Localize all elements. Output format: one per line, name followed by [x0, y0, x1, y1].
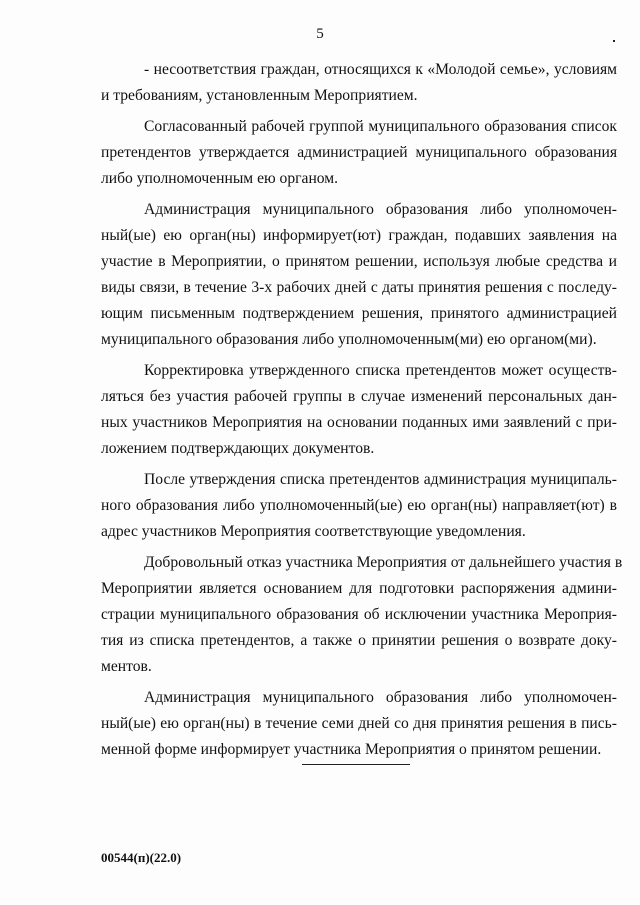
paragraph-notifications — [101, 467, 617, 545]
paragraph-written-decision — [101, 685, 617, 763]
separator-rule — [302, 764, 410, 765]
paragraph-approved-list — [101, 114, 617, 192]
paragraph-informing — [101, 197, 617, 353]
text-line: адрес участников Мероприятия соответствующие уведомления. — [101, 523, 526, 540]
text-line: либо уполномоченным ею органом. — [101, 170, 339, 187]
text-line: страции муниципального образования об исключении участника Мероприя- — [101, 606, 617, 623]
text-line: и требованиям, установленным Мероприятием. — [101, 87, 418, 104]
text-line: Согласованный рабочей группой муниципального образования список — [144, 118, 617, 135]
text-line: Администрация муниципального образования либо уполномочен- — [144, 689, 617, 706]
text-line: ных участников Мероприятия на основании поданных ими заявлений с при- — [101, 414, 617, 431]
text-line: ющим письменным подтверждением решения, принятого администрацией — [101, 305, 617, 322]
text-line: Корректировка утвержденного списка претендентов может осуществ- — [144, 362, 617, 379]
text-line: муниципального образования либо уполномоченным(ми) ею органом(ми). — [101, 331, 597, 348]
page-number: 5 — [316, 26, 324, 42]
text-line: претендентов утверждается администрацией муниципального образования — [101, 144, 617, 161]
text-line: ный(ые) ею орган(ны) информирует(ют) граждан, подавших заявления на — [101, 227, 617, 244]
text-line: Добровольный отказ участника Мероприятия от дальнейшего участия в — [144, 554, 623, 571]
paragraph-nonconformity — [101, 57, 617, 109]
paragraph-correction — [101, 358, 617, 462]
body-text — [101, 57, 623, 763]
text-line: ментов. — [101, 658, 152, 675]
text-line: ляться без участия рабочей группы в случае изменений персональных дан- — [101, 388, 617, 405]
paragraph-voluntary-refusal — [101, 550, 623, 680]
text-line: тия из списка претендентов, а также о принятии решения о возврате доку- — [101, 632, 617, 649]
text-line: Администрация муниципального образования либо уполномочен- — [144, 201, 617, 218]
scan-speck — [613, 40, 615, 42]
text-line: Мероприятии является основанием для подготовки распоряжения админи- — [101, 580, 617, 597]
text-line: - несоответствия граждан, относящихся к «Молодой семье», условиям — [144, 61, 617, 78]
document-code: 00544(п)(22.0) — [101, 850, 182, 865]
text-line: менной форме информирует участника Мероприятия о принятом решении. — [101, 741, 602, 758]
text-line: участие в Мероприятии, о принятом решении, используя любые средства и — [101, 253, 617, 270]
text-line: ложением подтверждающих документов. — [101, 440, 375, 457]
text-line: виды связи, в течение 3-х рабочих дней с даты принятия решения с последу- — [101, 279, 617, 296]
text-line: После утверждения списка претендентов администрация муниципаль- — [144, 471, 617, 488]
text-line: ный(ые) ею орган(ны) в течение семи дней со дня принятия решения в пись- — [101, 715, 617, 732]
text-line: ного образования либо уполномоченный(ые) ею орган(ны) направляет(ют) в — [101, 497, 617, 514]
